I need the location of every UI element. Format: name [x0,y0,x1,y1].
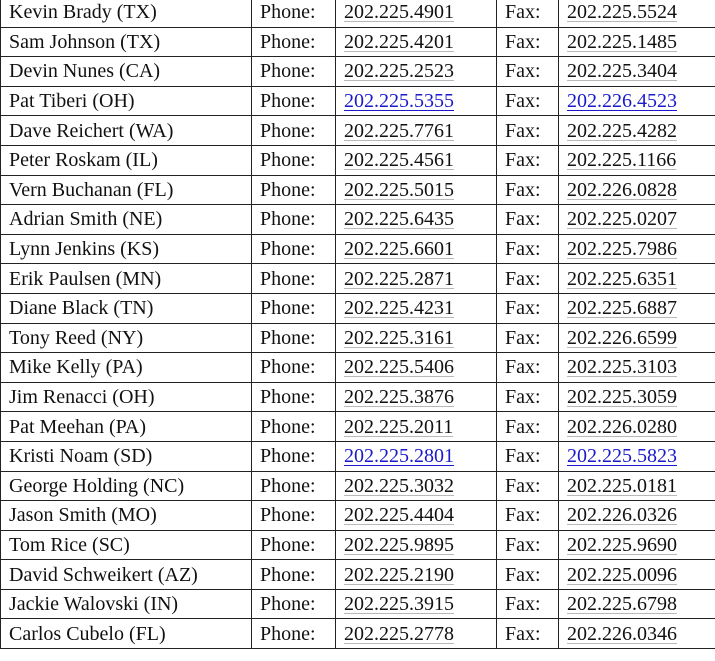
fax-number: 202.225.5524 [567,1,677,24]
phone-label: Phone: [252,412,336,442]
contacts-table-body [1,0,715,649]
fax-number: 202.225.9690 [567,533,677,556]
phone-cell [336,175,497,205]
fax-label: Fax: [497,205,559,235]
phone-number: 202.225.5015 [344,178,454,201]
fax-label: Fax: [497,441,559,471]
phone-number: 202.225.9895 [344,533,454,556]
fax-cell [559,0,715,27]
table-row [1,323,715,353]
phone-cell [336,57,497,87]
fax-cell [559,589,715,619]
fax-cell [559,501,715,531]
table-row [1,501,715,531]
phone-label: Phone: [252,471,336,501]
phone-cell [336,501,497,531]
table-row [1,560,715,590]
fax-cell [559,382,715,412]
phone-cell [336,264,497,294]
fax-number: 202.225.0181 [567,474,677,497]
fax-number: 202.226.6599 [567,326,677,349]
member-name: Tom Rice (SC) [1,530,252,560]
phone-label: Phone: [252,27,336,57]
fax-label: Fax: [497,86,559,116]
phone-number: 202.225.3161 [344,326,454,349]
member-name: David Schweikert (AZ) [1,560,252,590]
phone-label: Phone: [252,353,336,383]
fax-number: 202.225.1485 [567,30,677,53]
fax-label: Fax: [497,530,559,560]
phone-number: 202.225.2871 [344,267,454,290]
phone-number: 202.225.6435 [344,208,454,231]
member-name: Jackie Walovski (IN) [1,589,252,619]
table-row [1,441,715,471]
member-name: Sam Johnson (TX) [1,27,252,57]
fax-number: 202.225.7986 [567,238,677,261]
member-name: Kevin Brady (TX) [1,0,252,27]
phone-cell [336,27,497,57]
member-name: Peter Roskam (IL) [1,145,252,175]
fax-label: Fax: [497,412,559,442]
phone-number: 202.225.4404 [344,504,454,527]
phone-cell [336,234,497,264]
fax-number: 202.225.3059 [567,386,677,409]
member-name: George Holding (NC) [1,471,252,501]
table-row [1,471,715,501]
fax-label: Fax: [497,560,559,590]
fax-number: 202.225.0096 [567,563,677,586]
phone-label: Phone: [252,560,336,590]
fax-label: Fax: [497,57,559,87]
fax-cell [559,205,715,235]
phone-label: Phone: [252,323,336,353]
phone-number: 202.225.4201 [344,30,454,53]
fax-cell [559,234,715,264]
phone-cell [336,293,497,323]
fax-number: 202.226.0346 [567,622,677,645]
phone-cell [336,441,497,471]
phone-number: 202.225.2011 [344,415,454,438]
member-name: Diane Black (TN) [1,293,252,323]
fax-number: 202.225.6887 [567,297,677,320]
fax-cell [559,530,715,560]
table-row [1,57,715,87]
table-row [1,145,715,175]
phone-label: Phone: [252,57,336,87]
fax-cell [559,175,715,205]
fax-cell [559,412,715,442]
fax-label: Fax: [497,353,559,383]
member-name: Jason Smith (MO) [1,501,252,531]
fax-label: Fax: [497,323,559,353]
phone-cell [336,471,497,501]
fax-cell [559,145,715,175]
phone-number: 202.225.2190 [344,563,454,586]
phone-cell [336,205,497,235]
member-name: Pat Tiberi (OH) [1,86,252,116]
fax-number: 202.226.0280 [567,415,677,438]
fax-label: Fax: [497,619,559,649]
phone-number: 202.225.2523 [344,60,454,83]
phone-cell [336,382,497,412]
member-name: Mike Kelly (PA) [1,353,252,383]
table-row [1,234,715,264]
phone-label: Phone: [252,589,336,619]
fax-label: Fax: [497,293,559,323]
phone-label: Phone: [252,86,336,116]
phone-label: Phone: [252,441,336,471]
member-name: Tony Reed (NY) [1,323,252,353]
phone-label: Phone: [252,175,336,205]
fax-label: Fax: [497,145,559,175]
fax-label: Fax: [497,589,559,619]
table-row [1,86,715,116]
phone-number: 202.225.3876 [344,386,454,409]
fax-cell [559,86,715,116]
phone-cell [336,530,497,560]
fax-number[interactable]: 202.225.5823 [567,445,677,468]
member-name: Vern Buchanan (FL) [1,175,252,205]
phone-number[interactable]: 202.225.2801 [344,445,454,468]
phone-number: 202.225.3915 [344,593,454,616]
fax-number: 202.225.3103 [567,356,677,379]
member-name: Carlos Cubelo (FL) [1,619,252,649]
member-name: Pat Meehan (PA) [1,412,252,442]
phone-number: 202.225.6601 [344,238,454,261]
fax-label: Fax: [497,471,559,501]
table-row [1,353,715,383]
phone-cell [336,86,497,116]
phone-number: 202.225.4231 [344,297,454,320]
fax-label: Fax: [497,0,559,27]
fax-label: Fax: [497,501,559,531]
phone-label: Phone: [252,264,336,294]
table-row [1,412,715,442]
phone-number[interactable]: 202.225.5355 [344,90,454,113]
table-row [1,116,715,146]
fax-number: 202.225.4282 [567,119,677,142]
fax-cell [559,560,715,590]
phone-label: Phone: [252,145,336,175]
phone-number: 202.225.2778 [344,622,454,645]
phone-cell [336,412,497,442]
phone-number: 202.225.3032 [344,474,454,497]
fax-cell [559,323,715,353]
table-row [1,0,715,27]
table-row [1,589,715,619]
fax-label: Fax: [497,264,559,294]
fax-label: Fax: [497,234,559,264]
fax-cell [559,293,715,323]
member-name: Devin Nunes (CA) [1,57,252,87]
phone-cell [336,589,497,619]
fax-cell [559,57,715,87]
phone-number: 202.225.7761 [344,119,454,142]
table-row [1,382,715,412]
phone-cell [336,0,497,27]
fax-cell [559,619,715,649]
member-name: Dave Reichert (WA) [1,116,252,146]
member-name: Adrian Smith (NE) [1,205,252,235]
fax-cell [559,353,715,383]
fax-number: 202.225.0207 [567,208,677,231]
table-row [1,530,715,560]
fax-cell [559,264,715,294]
table-row [1,27,715,57]
fax-number: 202.225.6798 [567,593,677,616]
fax-label: Fax: [497,175,559,205]
fax-label: Fax: [497,382,559,412]
phone-label: Phone: [252,116,336,146]
phone-label: Phone: [252,293,336,323]
phone-number: 202.225.4561 [344,149,454,172]
member-name: Lynn Jenkins (KS) [1,234,252,264]
fax-number: 202.226.0828 [567,178,677,201]
fax-number: 202.225.3404 [567,60,677,83]
phone-number: 202.225.4901 [344,1,454,24]
phone-label: Phone: [252,205,336,235]
member-name: Kristi Noam (SD) [1,441,252,471]
fax-number: 202.225.6351 [567,267,677,290]
member-name: Jim Renacci (OH) [1,382,252,412]
table-row [1,175,715,205]
fax-cell [559,441,715,471]
phone-label: Phone: [252,501,336,531]
fax-cell [559,116,715,146]
phone-number: 202.225.5406 [344,356,454,379]
fax-cell [559,471,715,501]
member-name: Erik Paulsen (MN) [1,264,252,294]
phone-label: Phone: [252,382,336,412]
fax-number: 202.226.0326 [567,504,677,527]
table-row [1,205,715,235]
phone-cell [336,560,497,590]
fax-number: 202.225.1166 [567,149,677,172]
phone-label: Phone: [252,234,336,264]
phone-cell [336,145,497,175]
phone-label: Phone: [252,0,336,27]
phone-cell [336,619,497,649]
table-row [1,264,715,294]
fax-number[interactable]: 202.226.4523 [567,90,677,113]
phone-cell [336,116,497,146]
phone-label: Phone: [252,619,336,649]
table-row [1,619,715,649]
phone-cell [336,353,497,383]
fax-label: Fax: [497,27,559,57]
table-row [1,293,715,323]
fax-label: Fax: [497,116,559,146]
phone-cell [336,323,497,353]
fax-cell [559,27,715,57]
phone-label: Phone: [252,530,336,560]
